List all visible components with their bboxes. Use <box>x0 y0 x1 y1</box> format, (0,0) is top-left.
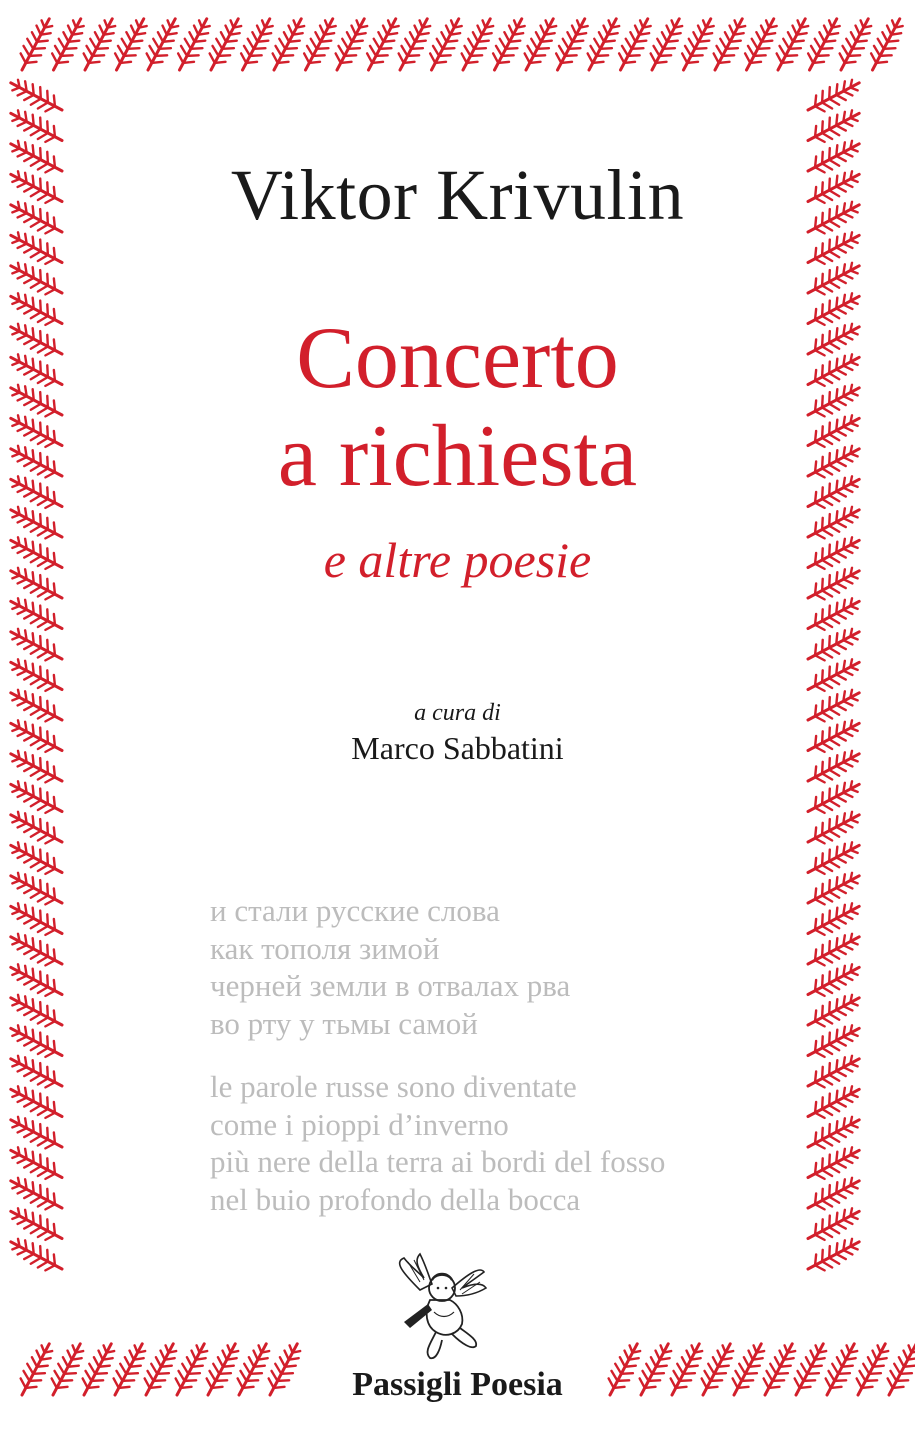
leaf-sprig-icon <box>297 14 342 75</box>
leaf-sprig-icon <box>803 806 864 851</box>
curator-label: a cura di <box>414 700 501 726</box>
curator-name: Marco Sabbatini <box>351 730 564 766</box>
leaf-sprig-icon <box>6 74 67 119</box>
leaf-sprig-icon <box>6 897 67 942</box>
poem-line: nel buio profondo della bocca <box>210 1181 581 1217</box>
leaf-sprig-icon <box>580 14 625 75</box>
leaf-sprig-icon <box>6 592 67 637</box>
leaf-sprig-icon <box>328 14 373 75</box>
leaf-sprig-icon <box>803 592 864 637</box>
leaf-sprig-icon <box>803 1202 864 1247</box>
leaf-sprig-icon <box>108 14 153 75</box>
poem-line: и стали русские слова <box>210 893 500 928</box>
title-line-1: Concerto <box>296 310 619 407</box>
book-subtitle: e altre poesie <box>323 532 592 588</box>
leaf-sprig-icon <box>706 14 751 75</box>
leaf-sprig-icon <box>612 14 657 75</box>
leaf-sprig-icon <box>45 14 90 75</box>
leaf-sprig-icon <box>6 836 67 881</box>
leaf-sprig-icon <box>6 257 67 302</box>
leaf-sprig-icon <box>6 1019 67 1064</box>
leaf-sprig-icon <box>423 14 468 75</box>
leaf-sprig-icon <box>803 104 864 149</box>
leaf-sprig-icon <box>803 1111 864 1156</box>
leaf-sprig-icon <box>832 14 877 75</box>
poem-russian <box>210 892 570 1042</box>
cherub-logo-icon <box>390 1252 490 1364</box>
leaf-sprig-icon <box>6 928 67 973</box>
poem-line: во рту у тьмы самой <box>210 1005 478 1041</box>
leaf-sprig-icon <box>769 14 814 75</box>
border-left <box>6 74 67 1278</box>
leaf-sprig-icon <box>202 14 247 75</box>
leaf-sprig-icon <box>803 958 864 1003</box>
leaf-sprig-icon <box>265 14 310 75</box>
leaf-sprig-icon <box>6 1050 67 1095</box>
leaf-sprig-icon <box>360 14 405 75</box>
leaf-sprig-icon <box>76 14 121 75</box>
poem-line: как тополя зимой <box>210 930 440 966</box>
poem-line: più nere della terra ai bordi del fosso <box>210 1144 666 1179</box>
leaf-sprig-icon <box>517 14 562 75</box>
leaf-sprig-icon <box>6 104 67 149</box>
leaf-sprig-icon <box>803 623 864 668</box>
border-right <box>803 74 864 1278</box>
leaf-sprig-icon <box>139 14 184 75</box>
leaf-sprig-icon <box>803 1233 864 1278</box>
leaf-sprig-icon <box>643 14 688 75</box>
leaf-sprig-icon <box>6 1080 67 1125</box>
leaf-sprig-icon <box>803 836 864 881</box>
leaf-sprig-icon <box>803 653 864 698</box>
poem-line: le parole russe sono diventate <box>210 1069 577 1104</box>
leaf-sprig-icon <box>803 74 864 119</box>
publisher-name: Passigli Poesia <box>352 1366 563 1403</box>
leaf-sprig-icon <box>6 1233 67 1278</box>
leaf-sprig-icon <box>803 1019 864 1064</box>
leaf-sprig-icon <box>801 14 846 75</box>
leaf-sprig-icon <box>6 1172 67 1217</box>
leaf-sprig-icon <box>234 14 279 75</box>
leaf-sprig-icon <box>13 14 58 75</box>
leaf-sprig-icon <box>6 623 67 668</box>
leaf-sprig-icon <box>6 958 67 1003</box>
poem-line: come i pioppi d’inverno <box>210 1106 509 1142</box>
poem-line: черней земли в отвалах рва <box>210 968 571 1003</box>
leaf-sprig-icon <box>803 897 864 942</box>
leaf-sprig-icon <box>6 1202 67 1247</box>
leaf-sprig-icon <box>803 1141 864 1186</box>
leaf-sprig-icon <box>675 14 720 75</box>
title-line-2: a richiesta <box>277 408 638 505</box>
leaf-sprig-icon <box>6 989 67 1034</box>
leaf-sprig-icon <box>486 14 531 75</box>
leaf-sprig-icon <box>6 867 67 912</box>
leaf-sprig-icon <box>6 1141 67 1186</box>
leaf-sprig-icon <box>6 775 67 820</box>
leaf-sprig-icon <box>6 806 67 851</box>
leaf-sprig-icon <box>171 14 216 75</box>
author-name: Viktor Krivulin <box>230 155 685 235</box>
leaf-sprig-icon <box>803 1050 864 1095</box>
leaf-sprig-icon <box>803 1172 864 1217</box>
leaf-sprig-icon <box>803 1080 864 1125</box>
leaf-sprig-icon <box>803 867 864 912</box>
leaf-sprig-icon <box>6 653 67 698</box>
leaf-sprig-icon <box>864 14 909 75</box>
leaf-sprig-icon <box>803 257 864 302</box>
leaf-sprig-icon <box>803 775 864 820</box>
leaf-sprig-icon <box>738 14 783 75</box>
border-top <box>13 14 908 75</box>
leaf-sprig-icon <box>803 989 864 1034</box>
poem-italian <box>210 1068 665 1218</box>
leaf-sprig-icon <box>454 14 499 75</box>
leaf-sprig-icon <box>6 1111 67 1156</box>
book-title <box>0 310 915 506</box>
leaf-sprig-icon <box>803 928 864 973</box>
leaf-sprig-icon <box>391 14 436 75</box>
leaf-sprig-icon <box>549 14 594 75</box>
